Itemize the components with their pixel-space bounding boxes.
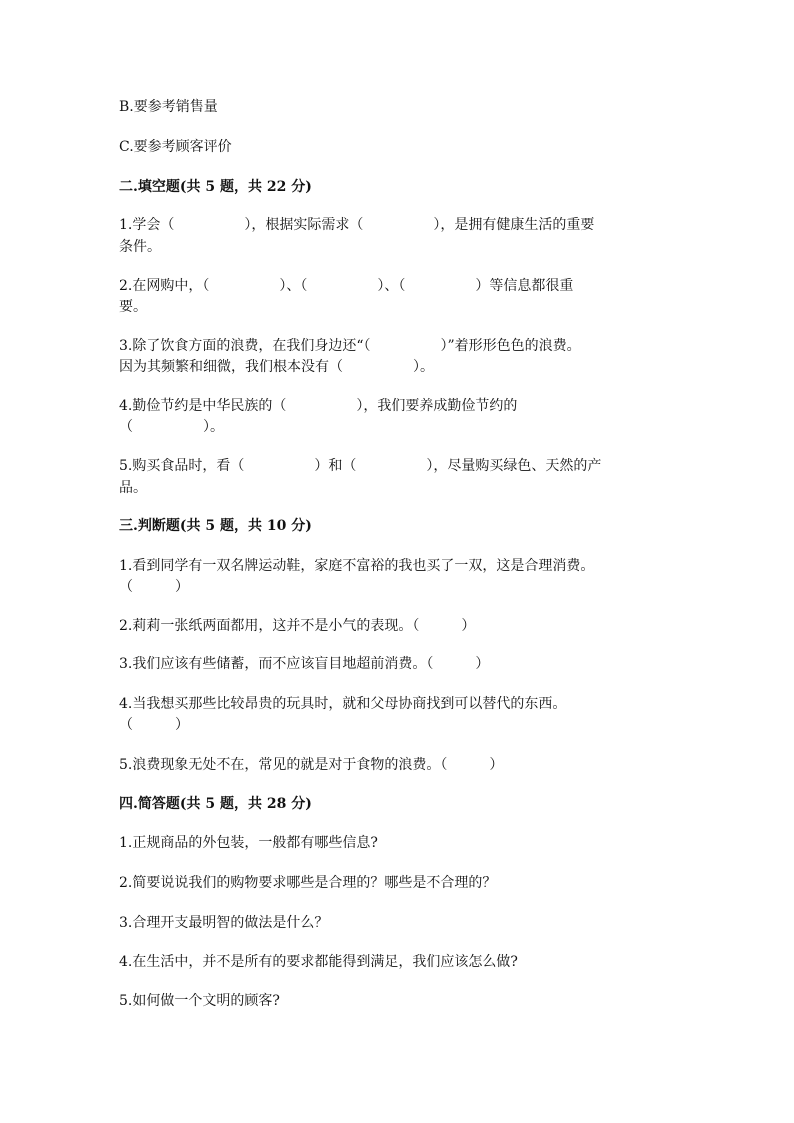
fill-question-2-line-1: 2.在网购中，（ ）、（ ）、（ ）等信息都很重 [119, 278, 574, 294]
short-question-3: 3.合理开支最明智的做法是什么？ [119, 915, 329, 931]
short-question-5: 5.如何做一个文明的顾客? [119, 993, 280, 1009]
fill-question-1-line-2: 条件。 [119, 239, 161, 255]
fill-section-heading: 二.填空题(共 5 题，共 22 分) [119, 179, 312, 195]
short-question-1: 1.正规商品的外包装，一般都有哪些信息? [119, 835, 378, 851]
judge-question-2: 2.莉莉一张纸两面都用，这并不是小气的表现。（ ） [119, 618, 476, 634]
fill-question-2-line-2: 要。 [119, 299, 147, 315]
fill-question-5-line-2: 品。 [119, 480, 147, 496]
judge-section-heading: 三.判断题(共 5 题，共 10 分) [119, 518, 312, 534]
fill-question-3-line-1: 3.除了饮食方面的浪费，在我们身边还“（ ）”着形形色色的浪费。 [119, 338, 581, 354]
fill-question-3-line-2: 因为其频繁和细微，我们根本没有（ ）。 [119, 359, 434, 375]
judge-question-4-line-1: 4.当我想买那些比较昂贵的玩具时，就和父母协商找到可以替代的东西。 [119, 696, 567, 712]
fill-question-4-line-2: （ ）。 [119, 419, 224, 435]
option-c: C.要参考顾客评价 [119, 139, 232, 155]
judge-question-3: 3.我们应该有些储蓄，而不应该盲目地超前消费。（ ） [119, 656, 490, 672]
judge-question-1-line-1: 1.看到同学有一双名牌运动鞋，家庭不富裕的我也买了一双，这是合理消费。 [119, 558, 595, 574]
short-question-2: 2.简要说说我们的购物要求哪些是合理的？哪些是不合理的？ [119, 875, 497, 891]
fill-question-5-line-1: 5.购买食品时，看（ ）和（ ），尽量购买绿色、天然的产 [119, 458, 602, 474]
option-b: B.要参考销售量 [119, 99, 218, 115]
judge-question-4-line-2: （ ） [119, 717, 189, 733]
short-section-heading: 四.简答题(共 5 题，共 28 分) [119, 796, 312, 812]
short-question-4: 4.在生活中，并不是所有的要求都能得到满足，我们应该怎么做? [119, 954, 518, 970]
judge-question-1-line-2: （ ） [119, 579, 189, 595]
fill-question-1-line-1: 1.学会（ ），根据实际需求（ ），是拥有健康生活的重要 [119, 217, 595, 233]
fill-question-4-line-1: 4.勤俭节约是中华民族的（ ），我们要养成勤俭节约的 [119, 398, 518, 414]
judge-question-5: 5.浪费现象无处不在，常见的就是对于食物的浪费。（ ） [119, 757, 504, 773]
